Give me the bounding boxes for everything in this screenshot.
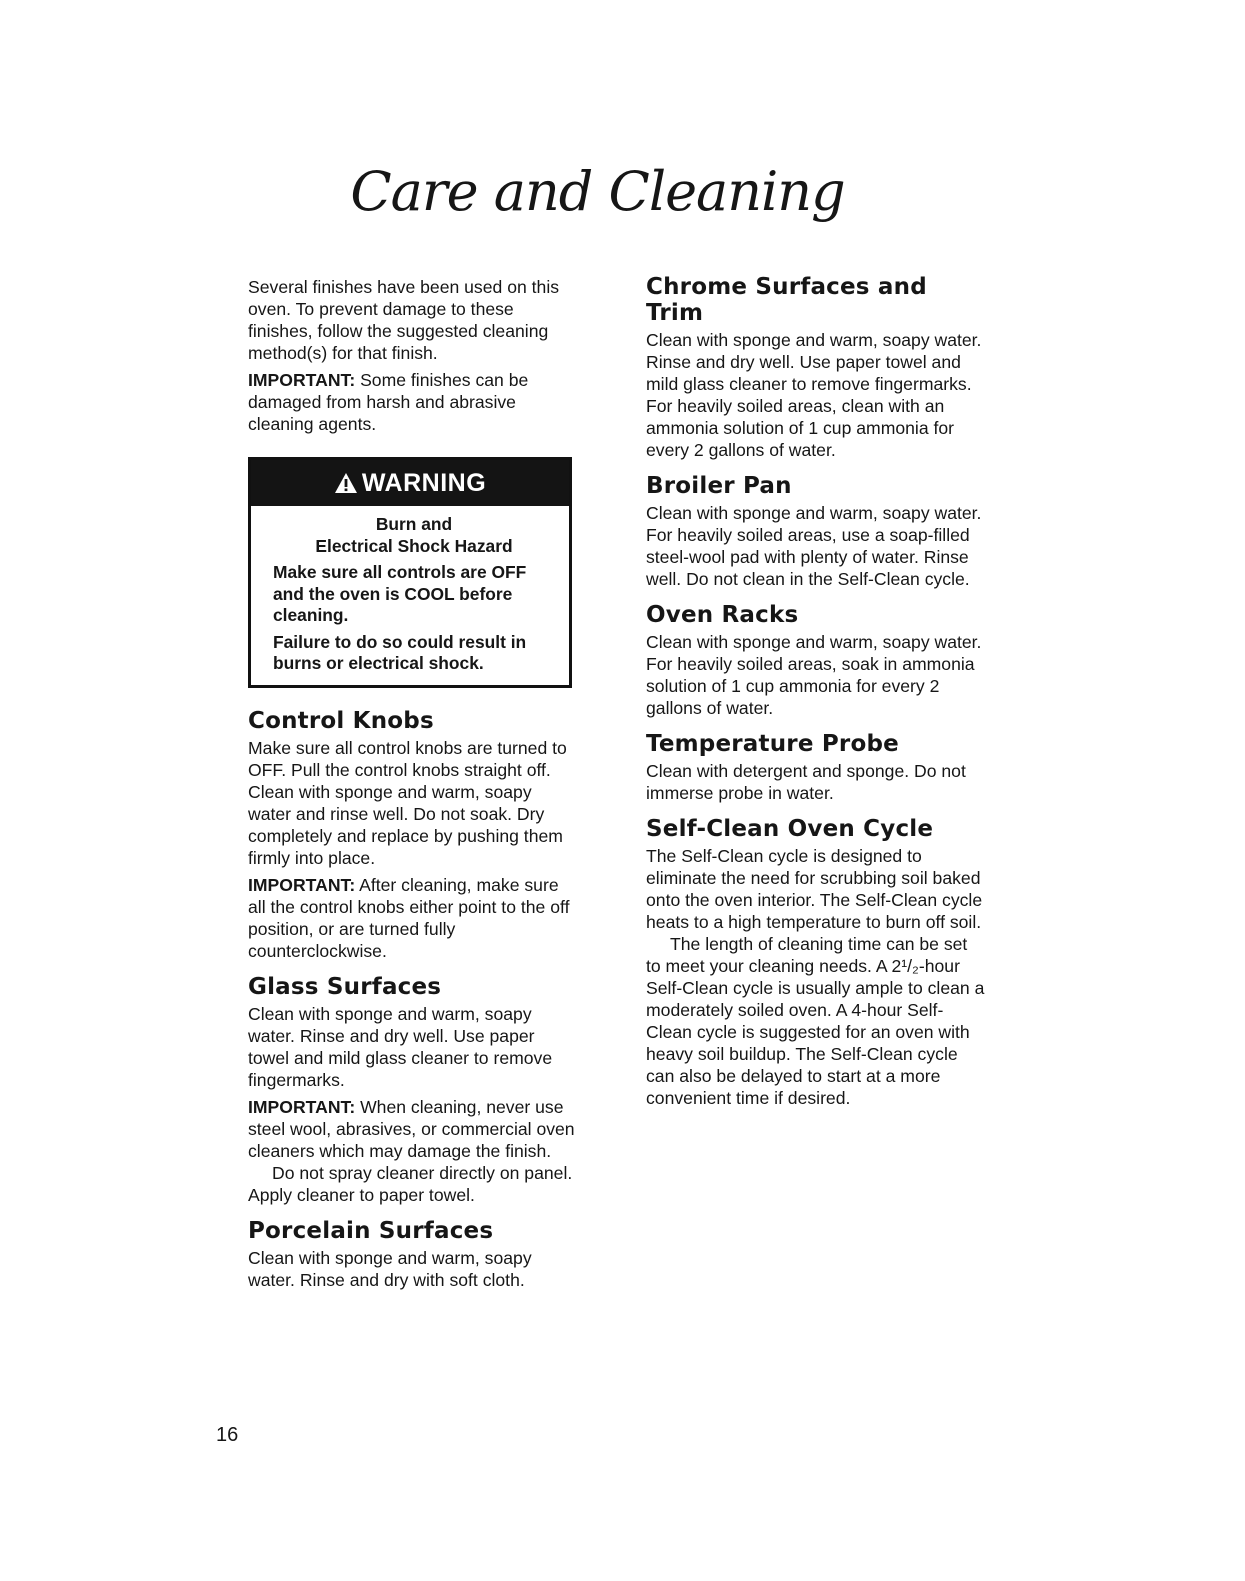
self-clean-heading: Self-Clean Oven Cycle bbox=[646, 816, 934, 842]
important-label: IMPORTANT: bbox=[248, 874, 356, 895]
warning-label: WARNING bbox=[361, 468, 487, 497]
glass-surfaces-important bbox=[248, 1096, 578, 1162]
page-title: Care and Cleaning bbox=[350, 160, 845, 223]
left-column bbox=[248, 276, 578, 1291]
intro-paragraph: Several finishes have been used on this oven. To prevent damage to these finishes, follow the suggested cleaning method(s) for that finish. bbox=[248, 277, 560, 363]
porcelain-surfaces-heading: Porcelain Surfaces bbox=[248, 1217, 494, 1244]
broiler-pan-text: Clean with sponge and warm, soapy water. For heavily soiled areas, use a soap-filled steel-wool pad with plenty of water. Rinse well. Do not clean in the Self-Clean cycle. bbox=[646, 503, 982, 589]
broiler-pan-heading: Broiler Pan bbox=[646, 473, 792, 499]
important-text: Some finishes can be damaged from harsh and abrasive cleaning agents. bbox=[248, 370, 529, 434]
porcelain-surfaces-text: Clean with sponge and warm, soapy water. Rinse and dry with soft cloth. bbox=[248, 1247, 532, 1290]
oven-racks-heading: Oven Racks bbox=[646, 602, 799, 628]
important-text: When cleaning, never use steel wool, abrasives, or commercial oven cleaners which may damage the finish. bbox=[248, 1096, 575, 1161]
temperature-probe-heading: Temperature Probe bbox=[646, 731, 899, 757]
control-knobs-heading: Control Knobs bbox=[248, 707, 434, 734]
glass-surfaces-text: Clean with sponge and warm, soapy water. Rinse and dry well. Use paper towel and mild glass cleaner to remove fingermarks. bbox=[248, 1003, 553, 1090]
self-clean-text: The Self-Clean cycle is designed to eliminate the need for scrubbing soil baked onto the oven interior. The Self-Clean cycle heats to a high temperature to burn off soil. bbox=[646, 846, 983, 932]
glass-surfaces-spray-note: Do not spray cleaner directly on panel. Apply cleaner to paper towel. bbox=[248, 1162, 573, 1205]
chrome-surfaces-text: Clean with sponge and warm, soapy water. Rinse and dry well. Use paper towel and mild glass cleaner to remove fingermarks. For heavily soiled areas, clean with an ammonia solution of 1 cup ammonia for every 2 gallons of water. bbox=[646, 330, 982, 460]
important-text: After cleaning, make sure all the control knobs either point to the off position, or are turned fully counterclockwise. bbox=[248, 874, 570, 961]
self-clean-duration-text: The length of cleaning time can be set to meet your cleaning needs. A 2¹/₂-hour Self-Clean cycle is usually ample to clean a moderately soiled oven. A 4-hour Self-Clean cycle is suggested for an oven with heavy soil buildup. The Self-Clean cycle can also be delayed to start at a more convenient time if desired. bbox=[646, 934, 985, 1108]
hazard-title-line2: Electrical Shock Hazard bbox=[315, 535, 513, 556]
page-number: 16 bbox=[216, 1424, 239, 1446]
important-label: IMPORTANT: bbox=[248, 1096, 356, 1117]
warning-header bbox=[251, 460, 569, 506]
warning-triangle-icon bbox=[334, 472, 358, 494]
intro-important-paragraph bbox=[248, 369, 578, 435]
chrome-surfaces-heading: Chrome Surfaces and Trim bbox=[646, 274, 927, 326]
hazard-title-line1: Burn and bbox=[375, 514, 453, 534]
right-column bbox=[646, 274, 986, 1109]
temperature-probe-text: Clean with detergent and sponge. Do not immerse probe in water. bbox=[646, 761, 966, 803]
warning-body bbox=[251, 506, 569, 685]
glass-surfaces-heading: Glass Surfaces bbox=[248, 973, 442, 1000]
control-knobs-text: Make sure all control knobs are turned to OFF. Pull the control knobs straight off. Clean with sponge and warm, soapy water and rinse well. Do not soak. Dry completely and replace by pushing them firmly into place. bbox=[248, 737, 567, 868]
oven-racks-text: Clean with sponge and warm, soapy water. For heavily soiled areas, soak in ammonia solution of 1 cup ammonia for every 2 gallons of water. bbox=[646, 632, 982, 718]
warning-consequence: Failure to do so could result in burns or electrical shock. bbox=[273, 631, 527, 673]
warning-instruction: Make sure all controls are OFF and the oven is COOL before cleaning. bbox=[273, 562, 527, 625]
warning-box bbox=[248, 457, 572, 688]
control-knobs-important bbox=[248, 874, 578, 962]
important-label: IMPORTANT: bbox=[248, 370, 356, 390]
